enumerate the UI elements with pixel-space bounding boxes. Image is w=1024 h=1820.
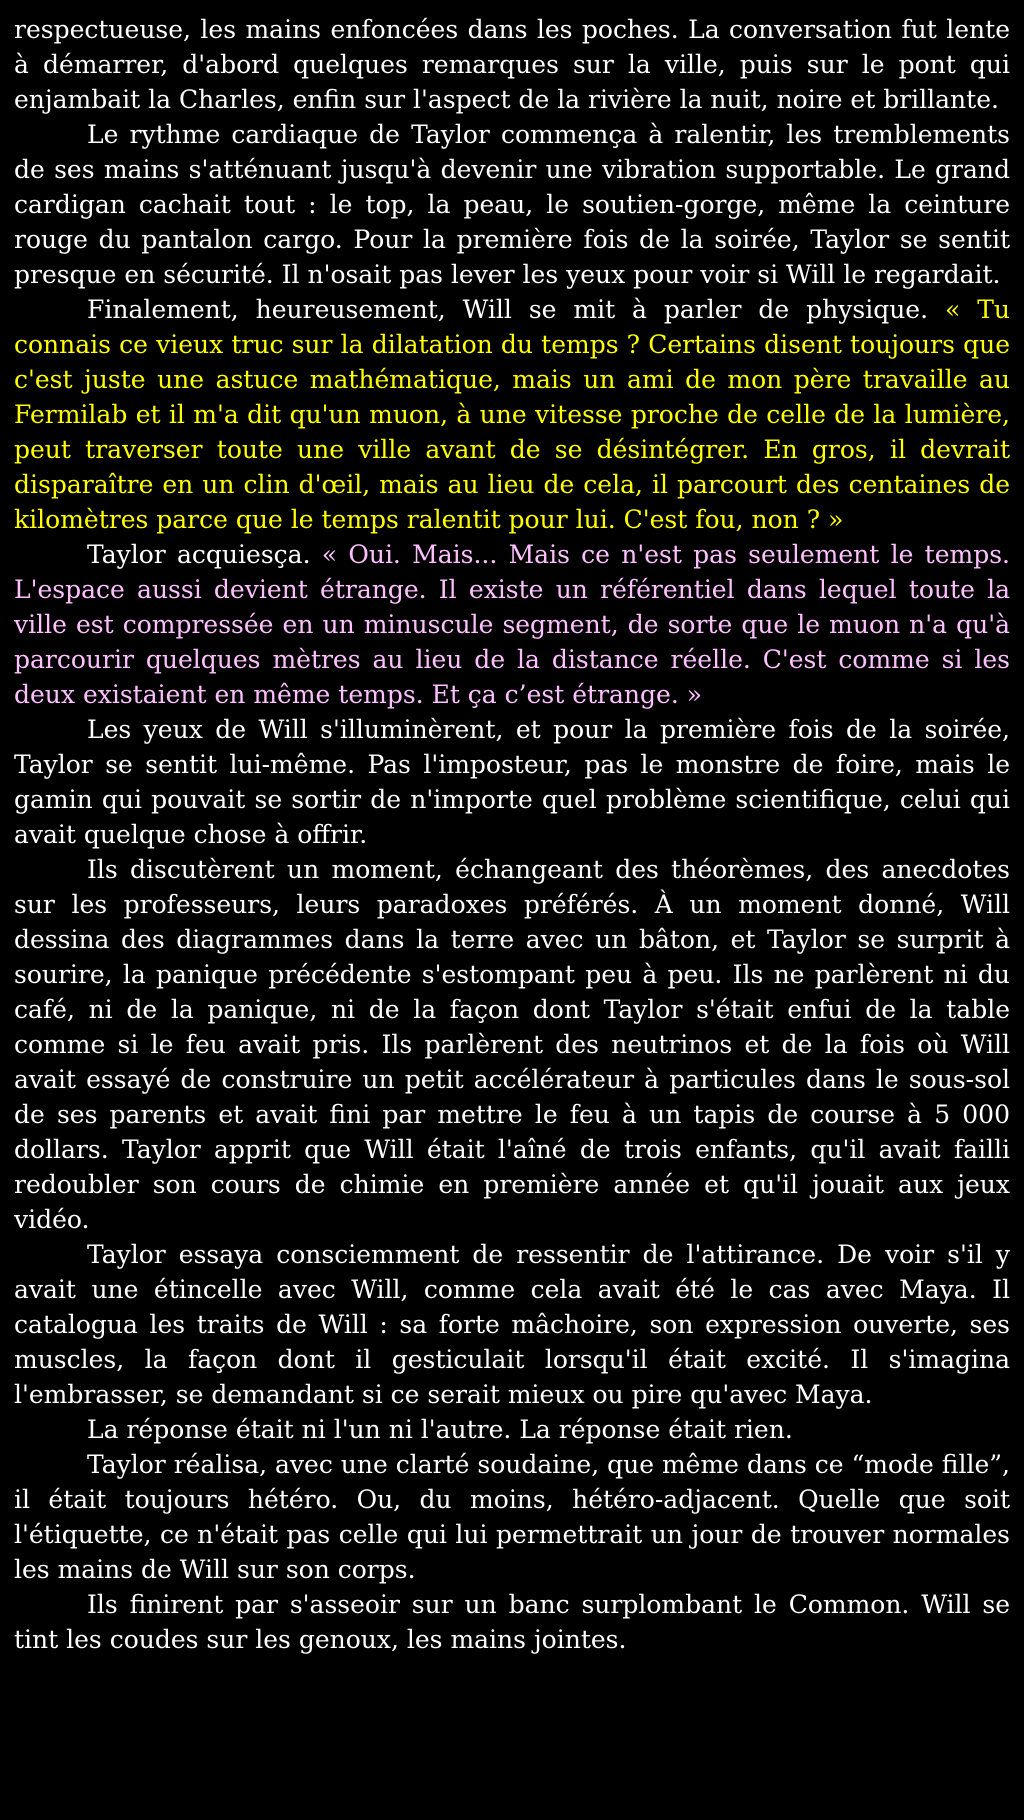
paragraph-5 (14, 712, 1010, 852)
paragraph-1 (14, 12, 1010, 117)
paragraph-8 (14, 1412, 1010, 1447)
narration-text: Finalement, heureusement, Will se mit à parler de physique. (87, 295, 945, 324)
paragraph-10 (14, 1587, 1010, 1657)
narration-text: respectueuse, les mains enfoncées dans les poches. La conversation fut lente à démarrer, d'abord quelques remarques sur la ville, puis sur le pont qui enjambait la Charles, enfin sur l'aspect de la rivière la nuit, noire et brillante. (14, 15, 1010, 114)
paragraph-9 (14, 1447, 1010, 1587)
paragraph-3 (14, 292, 1010, 537)
narration-text: Le rythme cardiaque de Taylor commença à ralentir, les tremblements de ses mains s'atténuant jusqu'à devenir une vibration supportable. Le grand cardigan cachait tout : le top, la peau, le soutien-gorge, même la ceinture rouge du pantalon cargo. Pour la première fois de la soirée, Taylor se sentit presque en sécurité. Il n'osait pas lever les yeux pour voir si Will le regardait. (14, 120, 1010, 289)
narration-text: Taylor réalisa, avec une clarté soudaine, que même dans ce “mode fille”, il était toujours hétéro. Ou, du moins, hétéro-adjacent. Quelle que soit l'étiquette, ce n'était pas celle qui lui permettrait un jour de trouver normales les mains de Will sur son corps. (14, 1450, 1010, 1584)
narration-text: Taylor acquiesça. (87, 540, 322, 569)
narration-text: Ils finirent par s'asseoir sur un banc surplombant le Common. Will se tint les coudes sur les genoux, les mains jointes. (14, 1590, 1010, 1654)
paragraph-7 (14, 1237, 1010, 1412)
narration-text: La réponse était ni l'un ni l'autre. La réponse était rien. (87, 1415, 793, 1444)
narration-text: Taylor essaya consciemment de ressentir de l'attirance. De voir s'il y avait une étincelle avec Will, comme cela avait été le cas avec Maya. Il catalogua les traits de Will : sa forte mâchoire, son expression ouverte, ses muscles, la façon dont il gesticulait lorsqu'il était excité. Il s'imagina l'embrasser, se demandant si ce serait mieux ou pire qu'avec Maya. (14, 1240, 1010, 1409)
narration-text: Les yeux de Will s'illuminèrent, et pour la première fois de la soirée, Taylor se sentit lui-même. Pas l'imposteur, pas le monstre de foire, mais le gamin qui pouvait se sortir de n'importe quel problème scientifique, celui qui avait quelque chose à offrir. (14, 715, 1010, 849)
will-dialogue-text: « Tu connais ce vieux truc sur la dilatation du temps ? Certains disent toujours que c'est juste une astuce mathématique, mais un ami de mon père travaille au Fermilab et il m'a dit qu'un muon, à une vitesse proche de celle de la lumière, peut traverser toute une ville avant de se désintégrer. En gros, il devrait disparaître en un clin d'œil, mais au lieu de cela, il parcourt des centaines de kilomètres parce que le temps ralentit pour lui. C'est fou, non ? » (14, 295, 1010, 534)
taylor-dialogue-text: « Oui. Mais... Mais ce n'est pas seulement le temps. L'espace aussi devient étrange. Il existe un référentiel dans lequel toute la ville est compressée en un minuscule segment, de sorte que le muon n'a qu'à parcourir quelques mètres au lieu de la distance réelle. C'est comme si les deux existaient en même temps. Et ça c’est étrange. » (14, 540, 1010, 709)
paragraph-2 (14, 117, 1010, 292)
narration-text: Ils discutèrent un moment, échangeant des théorèmes, des anecdotes sur les professeurs, leurs paradoxes préférés. À un moment donné, Will dessina des diagrammes dans la terre avec un bâton, et Taylor se surprit à sourire, la panique précédente s'estompant peu à peu. Ils ne parlèrent ni du café, ni de la panique, ni de la façon dont Taylor s'était enfui de la table comme si le feu avait pris. Ils parlèrent des neutrinos et de la fois où Will avait essayé de construire un petit accélérateur à particules dans le sous-sol de ses parents et avait fini par mettre le feu à un tapis de course à 5 000 dollars. Taylor apprit que Will était l'aîné de trois enfants, qu'il avait failli redoubler son cours de chimie en première année et qu'il jouait aux jeux vidéo. (14, 855, 1010, 1234)
paragraph-4 (14, 537, 1010, 712)
paragraph-6 (14, 852, 1010, 1237)
